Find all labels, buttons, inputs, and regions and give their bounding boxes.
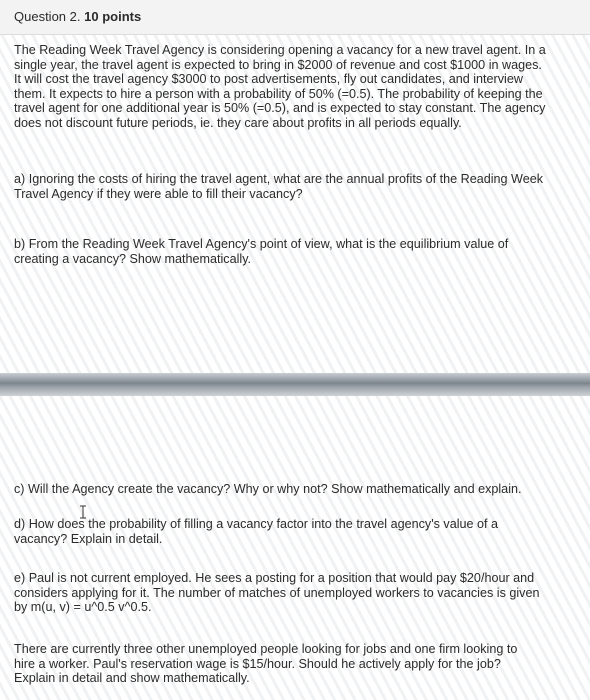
part-b-question: b) From the Reading Week Travel Agency's point of view, what is the equilibrium value of creating a vacancy? Show mathematically. [14, 237, 509, 266]
question-number: Question 2. [14, 9, 81, 24]
question-header [0, 0, 590, 35]
question-title [14, 9, 141, 24]
part-d-question: d) How does the probability of filling a vacancy factor into the travel agency's value of a vacancy? Explain in detail. [14, 517, 499, 546]
question-points: 10 points [84, 9, 142, 24]
section-divider [0, 373, 590, 396]
part-c-question: c) Will the Agency create the vacancy? Why or why not? Show mathematically and explain. [14, 482, 522, 496]
intro-paragraph: The Reading Week Travel Agency is considering opening a vacancy for a new travel agent. In a single year, the travel agent is expected to bring in $2000 of revenue and cost $1000 in wages. It will cost the travel agency $3000 to post advertisements, fly out candidates, and interview them. It expects to hire a person with a probability of 50% (=0.5). The probability of keeping the travel agent for one additional year is 50% (=0.5), and is expected to stay constant. The agency does not discount future periods, ie. they care about profits in all periods equally. [14, 43, 546, 130]
final-paragraph: There are currently three other unemployed people looking for jobs and one firm looking to hire a worker. Paul's reservation wage is $15/hour. Should he actively apply for the job? Explain in detail and show mathematically. [14, 642, 518, 686]
part-a-question: a) Ignoring the costs of hiring the travel agent, what are the annual profits of the Reading Week Travel Agency if they were able to fill their vacancy? [14, 172, 544, 201]
part-e-question: e) Paul is not current employed. He sees a posting for a position that would pay $20/hour and considers applying for it. The number of matches of unemployed workers to vacancies is given by m(u, v) = u^0.5 v^0.5. [14, 571, 540, 615]
text-cursor-icon [79, 505, 87, 519]
